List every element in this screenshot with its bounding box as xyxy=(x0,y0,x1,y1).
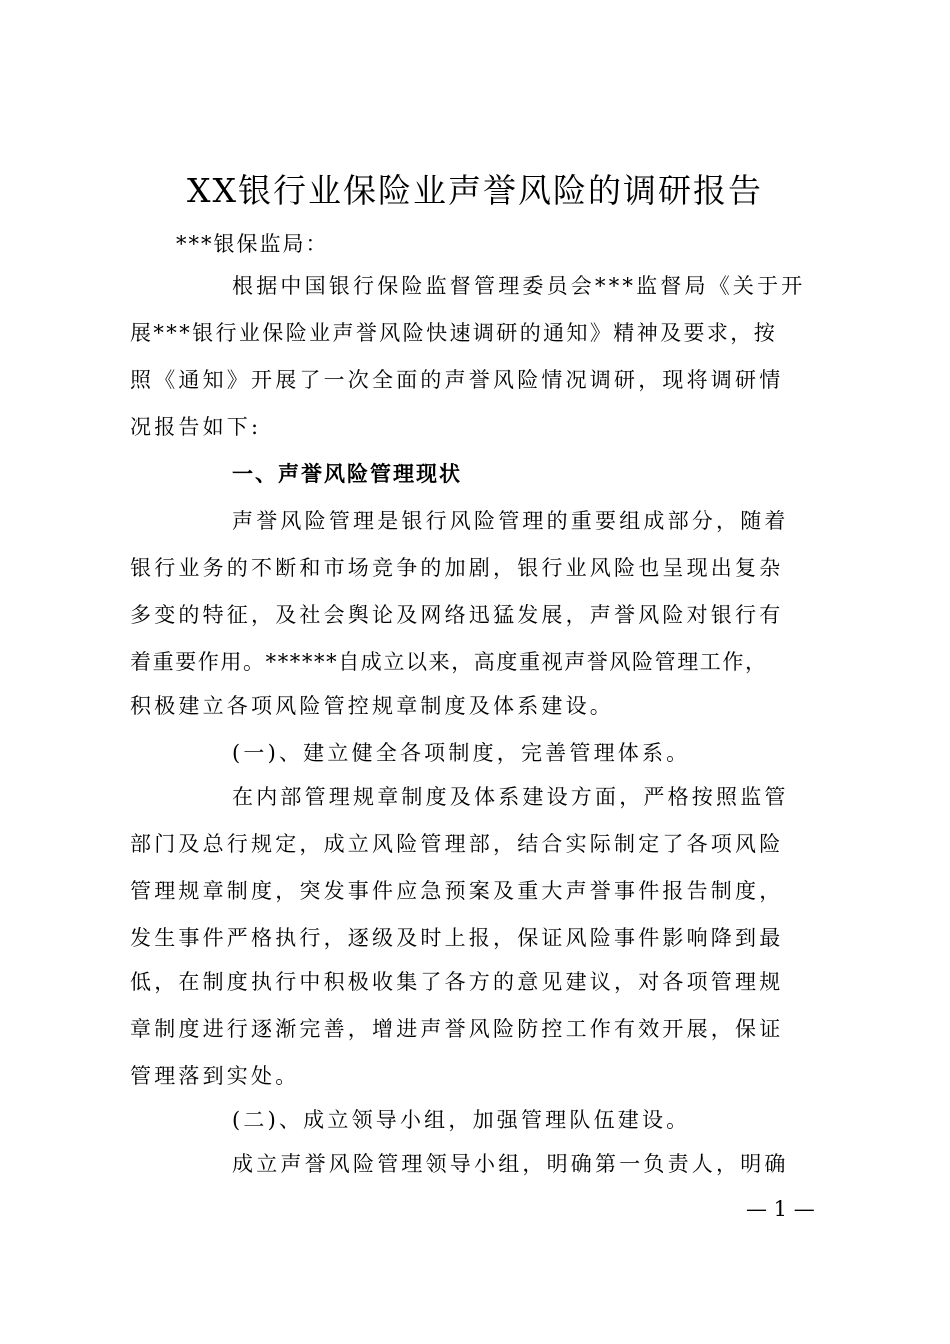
paragraph-line: 积极建立各项风险管控规章制度及体系建设。 xyxy=(130,694,614,718)
paragraph-line: 根据中国银行保险监督管理委员会***监督局《关于开 xyxy=(232,274,806,298)
subsection-heading: (一)、建立健全各项制度，完善管理体系。 xyxy=(232,741,691,765)
document-title: XX银行业保险业声誉风险的调研报告 xyxy=(187,171,763,210)
paragraph-line: 在内部管理规章制度及体系建设方面，严格按照监管 xyxy=(232,785,789,809)
paragraph-line: 部门及总行规定，成立风险管理部，结合实际制定了各项风险 xyxy=(130,832,784,856)
paragraph-line: 着重要作用。******自成立以来，高度重视声誉风险管理工作， xyxy=(130,650,768,674)
paragraph-line: 银行业务的不断和市场竞争的加剧，银行业风险也呈现出复杂 xyxy=(130,556,784,580)
paragraph-line: 管理落到实处。 xyxy=(130,1064,300,1088)
paragraph-line: 发生事件严格执行，逐级及时上报，保证风险事件影响降到最 xyxy=(130,926,784,950)
paragraph-line: 成立声誉风险管理领导小组，明确第一负责人，明确 xyxy=(232,1152,789,1176)
paragraph-line: 章制度进行逐渐完善，增进声誉风险防控工作有效开展，保证 xyxy=(130,1017,784,1041)
paragraph-line: 低，在制度执行中积极收集了各方的意见建议，对各项管理规 xyxy=(130,970,784,994)
paragraph-line: 展***银行业保险业声誉风险快速调研的通知》精神及要求，按 xyxy=(130,321,778,345)
paragraph-line: 管理规章制度，突发事件应急预案及重大声誉事件报告制度， xyxy=(130,879,784,903)
paragraph-line: 照《通知》开展了一次全面的声誉风险情况调研，现将调研情 xyxy=(130,368,784,392)
paragraph-line: 况报告如下: xyxy=(130,415,262,439)
subsection-heading: (二)、成立领导小组，加强管理队伍建设。 xyxy=(232,1108,691,1132)
page-number: — 1 — xyxy=(746,1197,815,1221)
paragraph-line: 声誉风险管理是银行风险管理的重要组成部分，随着 xyxy=(232,509,789,533)
salutation: ***银保监局： xyxy=(176,232,329,256)
paragraph-line: 多变的特征，及社会舆论及网络迅猛发展，声誉风险对银行有 xyxy=(130,603,784,627)
section-heading: 一、声誉风险管理现状 xyxy=(232,462,462,486)
